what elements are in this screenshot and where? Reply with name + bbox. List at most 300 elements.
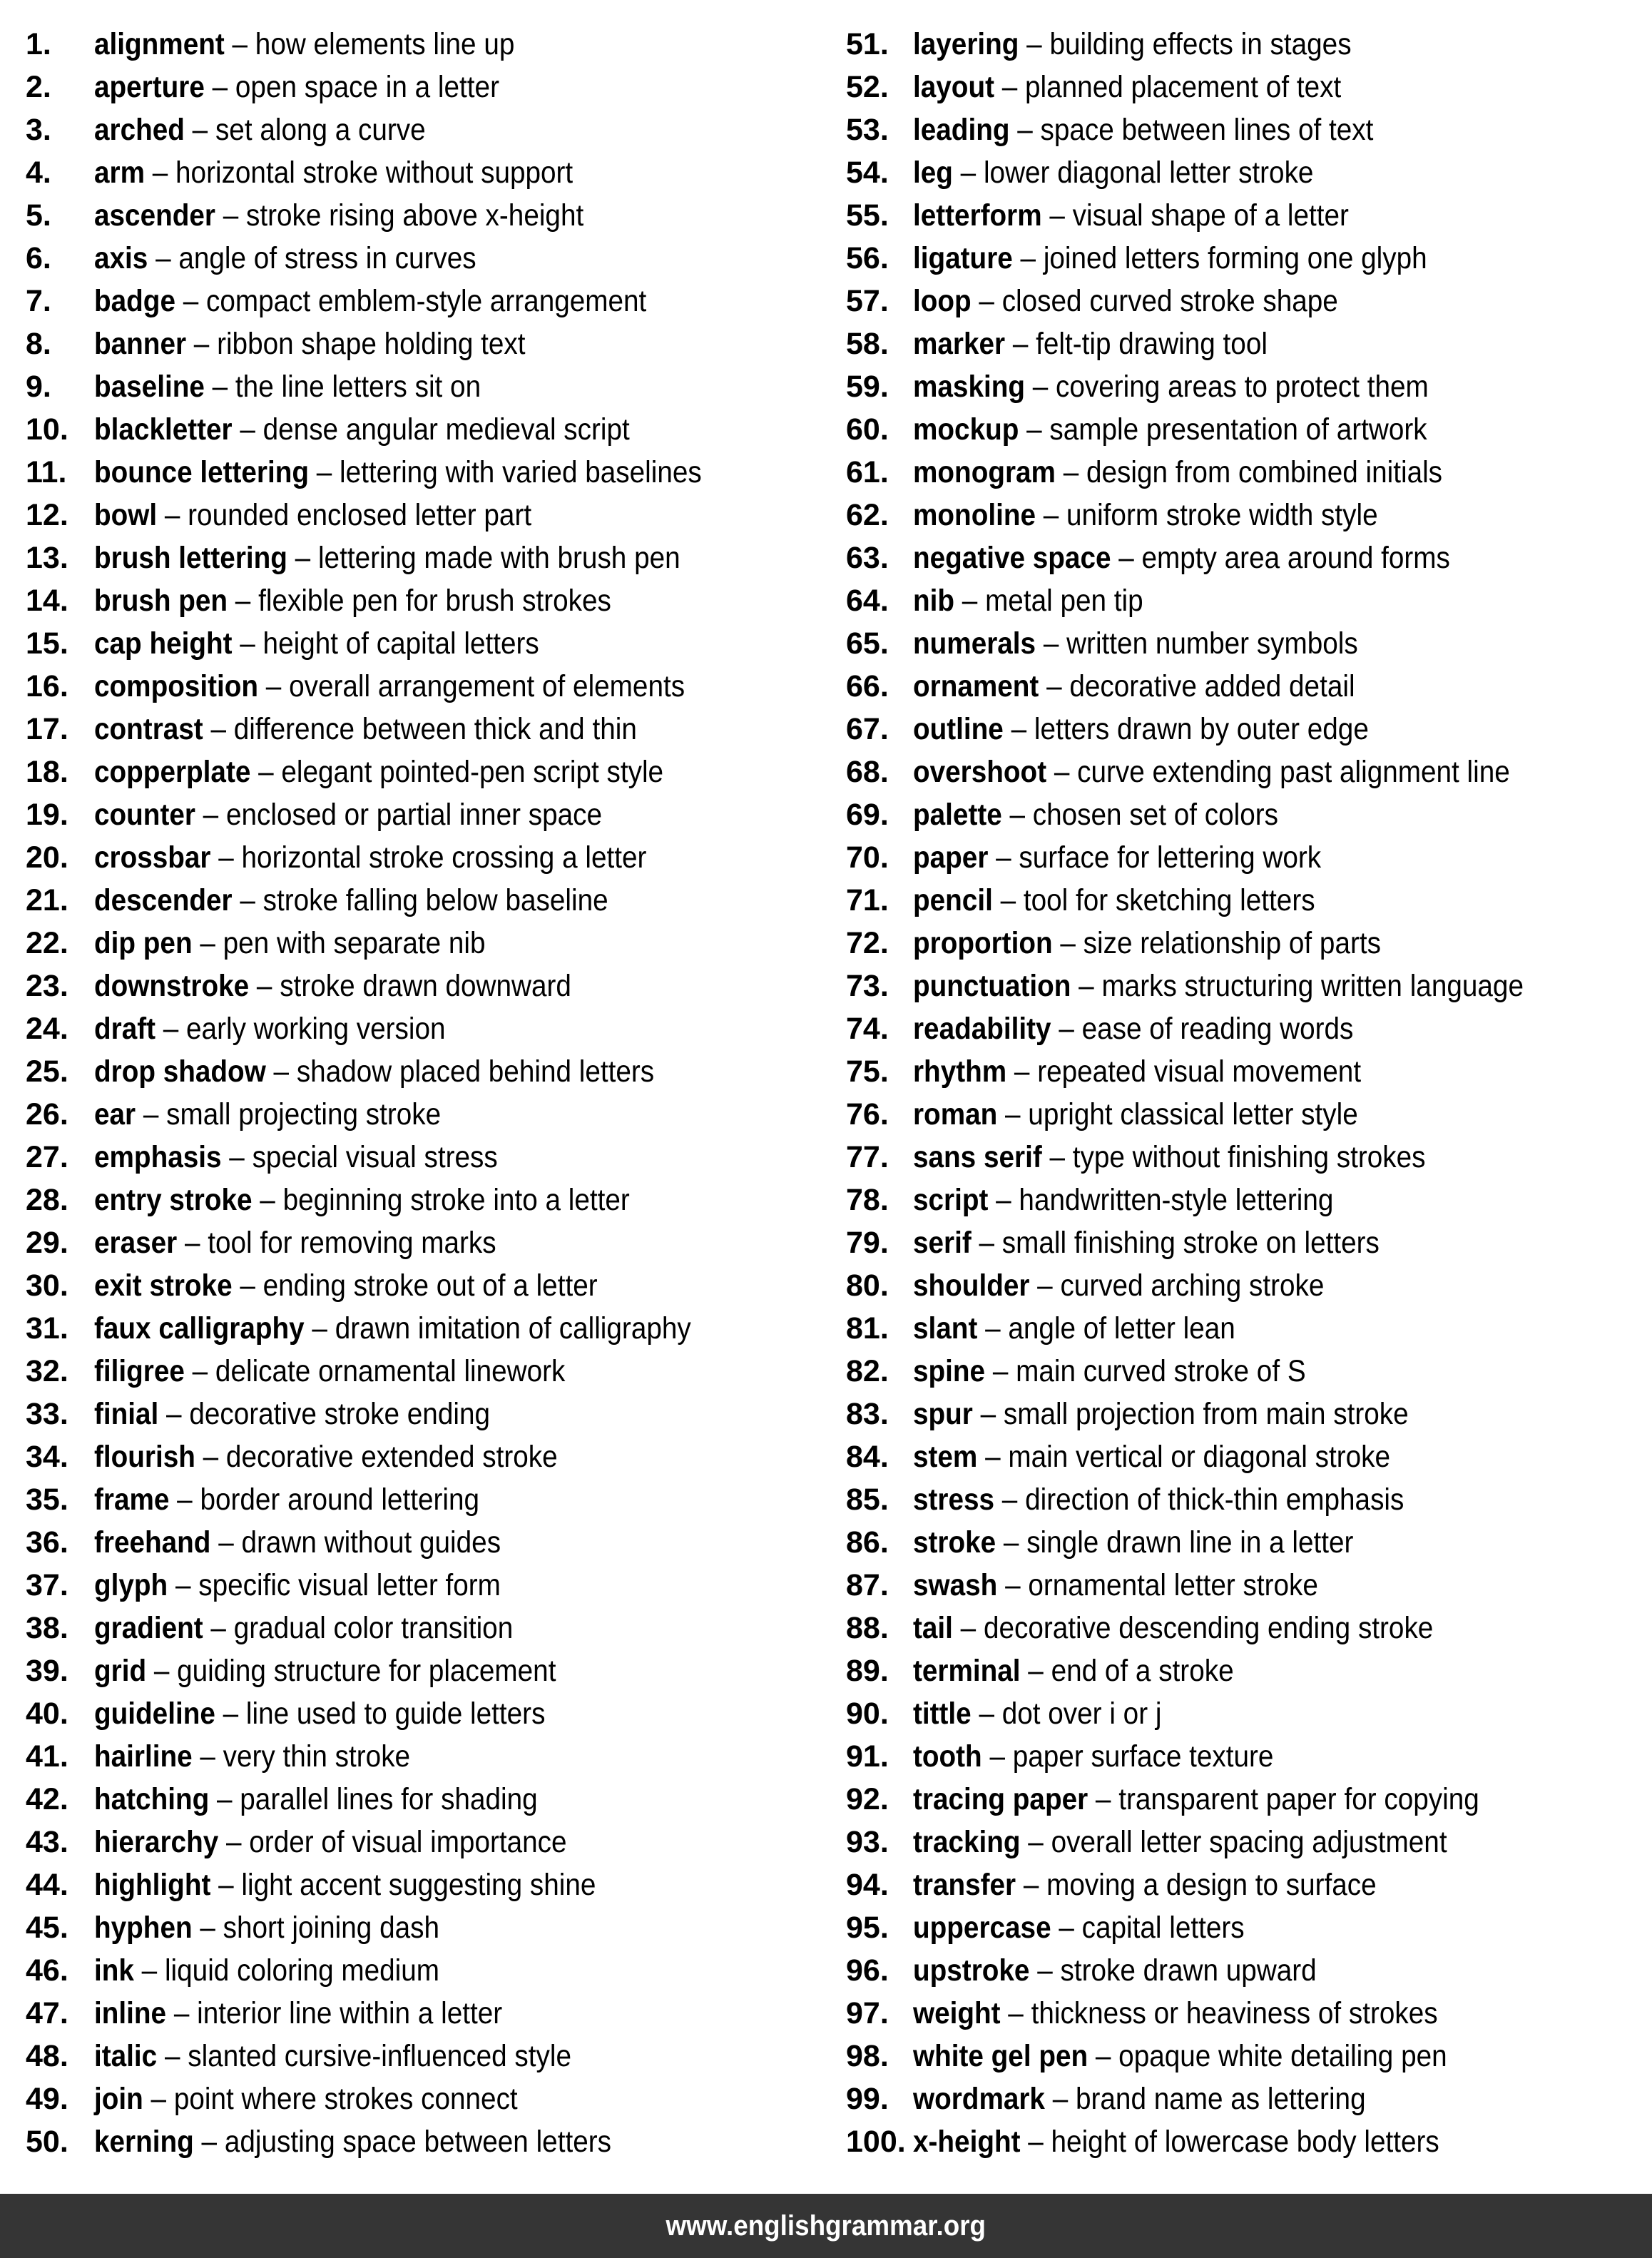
entry-text xyxy=(94,408,630,451)
entry-definition: letters drawn by outer edge xyxy=(1034,712,1369,746)
entry-number: 5. xyxy=(26,198,51,233)
entry-term: grid xyxy=(94,1654,147,1688)
entry-number: 4. xyxy=(26,156,51,190)
entry-term: join xyxy=(94,2082,143,2116)
glossary-entry xyxy=(846,1607,1645,1649)
entry-term: serif xyxy=(913,1226,972,1260)
entry-term: ear xyxy=(94,1097,136,1131)
entry-term: mockup xyxy=(913,412,1019,447)
entry-term: composition xyxy=(94,669,259,703)
glossary-entry xyxy=(846,665,1645,708)
entry-separator: – xyxy=(1019,27,1050,61)
glossary-entry xyxy=(846,1863,1645,1906)
glossary-entry xyxy=(846,922,1645,965)
glossary-entry xyxy=(26,879,825,922)
entry-text xyxy=(913,23,1352,66)
entry-separator: – xyxy=(287,541,318,575)
entry-separator: – xyxy=(996,1525,1027,1560)
entry-number: 28. xyxy=(26,1183,68,1217)
entry-term: loop xyxy=(913,284,972,318)
entry-text xyxy=(913,66,1341,108)
glossary-entry xyxy=(846,536,1645,579)
entry-separator: – xyxy=(1016,1868,1047,1902)
entry-separator: – xyxy=(997,1568,1029,1602)
entry-separator: – xyxy=(136,1097,167,1131)
entry-number: 42. xyxy=(26,1782,68,1816)
entry-separator: – xyxy=(304,1311,335,1346)
entry-term: palette xyxy=(913,798,1002,832)
entry-number: 31. xyxy=(26,1311,68,1346)
entry-separator: – xyxy=(195,1440,226,1474)
entry-text xyxy=(94,1093,441,1136)
entry-text xyxy=(913,622,1358,665)
entry-number: 48. xyxy=(26,2039,68,2073)
entry-number: 100. xyxy=(846,2125,906,2159)
entry-text xyxy=(94,665,685,708)
entry-number: 99. xyxy=(846,2082,889,2116)
entry-number: 41. xyxy=(26,1739,68,1774)
glossary-entry xyxy=(846,1179,1645,1221)
entry-term: faux calligraphy xyxy=(94,1311,305,1346)
entry-separator: – xyxy=(221,1140,253,1174)
entry-text xyxy=(94,365,481,408)
glossary-entry xyxy=(26,579,825,622)
entry-number: 22. xyxy=(26,926,68,960)
entry-separator: – xyxy=(143,2082,174,2116)
entry-text xyxy=(913,151,1313,194)
entry-text xyxy=(94,836,646,879)
entry-text xyxy=(913,1607,1433,1649)
entry-term: tooth xyxy=(913,1739,982,1774)
entry-text xyxy=(94,579,611,622)
entry-separator: – xyxy=(1039,669,1070,703)
entry-number: 56. xyxy=(846,241,889,275)
entry-number: 66. xyxy=(846,669,889,703)
entry-term: hyphen xyxy=(94,1911,193,1945)
glossary-entry xyxy=(846,965,1645,1007)
entry-definition: shadow placed behind letters xyxy=(296,1054,655,1089)
glossary-entry xyxy=(846,237,1645,280)
entry-term: freehand xyxy=(94,1525,211,1560)
entry-definition: written number symbols xyxy=(1066,626,1358,661)
entry-text xyxy=(94,793,602,836)
entry-number: 60. xyxy=(846,412,889,447)
entry-number: 54. xyxy=(846,156,889,190)
glossary-entry xyxy=(26,1992,825,2035)
entry-text xyxy=(913,322,1268,365)
entry-separator: – xyxy=(166,1996,198,2030)
entry-number: 55. xyxy=(846,198,889,233)
entry-separator: – xyxy=(1041,1140,1073,1174)
entry-definition: visual shape of a letter xyxy=(1072,198,1349,233)
entry-separator: – xyxy=(977,1440,1009,1474)
entry-definition: brand name as lettering xyxy=(1075,2082,1366,2116)
entry-term: brush pen xyxy=(94,584,228,618)
entry-number: 26. xyxy=(26,1097,68,1131)
entry-separator: – xyxy=(177,1226,208,1260)
entry-separator: – xyxy=(145,156,176,190)
entry-separator: – xyxy=(1071,969,1102,1003)
entry-text xyxy=(913,494,1378,536)
entry-definition: type without finishing strokes xyxy=(1072,1140,1426,1174)
entry-term: outline xyxy=(913,712,1004,746)
entry-text xyxy=(94,322,526,365)
entry-separator: – xyxy=(232,1268,263,1303)
entry-definition: lettering made with brush pen xyxy=(317,541,680,575)
entry-definition: very thin stroke xyxy=(223,1739,411,1774)
entry-separator: – xyxy=(1035,498,1067,532)
entry-number: 85. xyxy=(846,1483,889,1517)
entry-text xyxy=(94,879,608,922)
entry-text xyxy=(913,579,1143,622)
entry-text xyxy=(913,408,1427,451)
entry-text xyxy=(913,751,1510,793)
entry-separator: – xyxy=(309,455,340,489)
glossary-entry xyxy=(846,1992,1645,2035)
entry-definition: drawn without guides xyxy=(241,1525,501,1560)
entry-term: readability xyxy=(913,1012,1051,1046)
entry-text xyxy=(94,66,499,108)
entry-separator: – xyxy=(157,498,188,532)
entry-separator: – xyxy=(1029,1953,1061,1988)
entry-number: 62. xyxy=(846,498,889,532)
entry-definition: small projection from main stroke xyxy=(1003,1397,1409,1431)
glossary-entry xyxy=(26,1350,825,1393)
entry-separator: – xyxy=(232,626,263,661)
entry-definition: thickness or heaviness of strokes xyxy=(1031,1996,1438,2030)
entry-number: 43. xyxy=(26,1825,68,1859)
entry-text xyxy=(913,1264,1324,1307)
entry-term: flourish xyxy=(94,1440,195,1474)
entry-term: script xyxy=(913,1183,989,1217)
entry-separator: – xyxy=(252,1183,283,1217)
entry-separator: – xyxy=(146,1654,178,1688)
entry-definition: how elements line up xyxy=(255,27,515,61)
entry-number: 36. xyxy=(26,1525,68,1560)
entry-separator: – xyxy=(988,1183,1019,1217)
glossary-entry xyxy=(26,1136,825,1179)
entry-definition: small projecting stroke xyxy=(166,1097,442,1131)
entry-number: 87. xyxy=(846,1568,889,1602)
entry-separator: – xyxy=(1029,1268,1061,1303)
entry-separator: – xyxy=(1000,1996,1031,2030)
entry-term: aperture xyxy=(94,70,205,104)
glossary-entry xyxy=(846,1821,1645,1863)
glossary-entry xyxy=(26,108,825,151)
entry-separator: – xyxy=(988,840,1019,875)
entry-text xyxy=(913,1735,1273,1778)
entry-text xyxy=(913,1649,1234,1692)
entry-definition: set along a curve xyxy=(215,113,426,147)
entry-term: white gel pen xyxy=(913,2039,1088,2073)
entry-number: 75. xyxy=(846,1054,889,1089)
entry-separator: – xyxy=(1001,798,1033,832)
glossary-entry xyxy=(26,622,825,665)
entry-term: banner xyxy=(94,327,187,361)
entry-term: tracking xyxy=(913,1825,1021,1859)
entry-number: 40. xyxy=(26,1697,68,1731)
entry-separator: – xyxy=(981,1739,1013,1774)
glossary-entry xyxy=(846,451,1645,494)
entry-definition: tool for sketching letters xyxy=(1023,883,1315,917)
entry-term: dip pen xyxy=(94,926,193,960)
glossary-entry xyxy=(846,1307,1645,1350)
entry-text xyxy=(913,2120,1439,2163)
glossary-entry xyxy=(846,494,1645,536)
entry-number: 57. xyxy=(846,284,889,318)
entry-number: 6. xyxy=(26,241,51,275)
entry-text xyxy=(94,1350,565,1393)
entry-term: leg xyxy=(913,156,953,190)
entry-separator: – xyxy=(1041,198,1073,233)
entry-text xyxy=(913,2035,1447,2078)
entry-separator: – xyxy=(175,284,207,318)
entry-number: 68. xyxy=(846,755,889,789)
entry-definition: ornamental letter stroke xyxy=(1028,1568,1318,1602)
entry-text xyxy=(94,1906,439,1949)
entry-term: kerning xyxy=(94,2125,194,2159)
entry-term: brush lettering xyxy=(94,541,287,575)
glossary-entry xyxy=(846,1564,1645,1607)
entry-separator: – xyxy=(1046,755,1078,789)
entry-number: 35. xyxy=(26,1483,68,1517)
entry-term: exit stroke xyxy=(94,1268,233,1303)
entry-number: 61. xyxy=(846,455,889,489)
entry-text xyxy=(94,1821,567,1863)
entry-definition: transparent paper for copying xyxy=(1118,1782,1479,1816)
glossary-entry xyxy=(846,1435,1645,1478)
glossary-entry xyxy=(26,280,825,322)
entry-term: stem xyxy=(913,1440,978,1474)
glossary-entry xyxy=(26,151,825,194)
entry-text xyxy=(913,836,1321,879)
entry-text xyxy=(913,1307,1235,1350)
entry-number: 88. xyxy=(846,1611,889,1645)
entry-term: hierarchy xyxy=(94,1825,219,1859)
entry-term: terminal xyxy=(913,1654,1021,1688)
glossary-entry xyxy=(26,1050,825,1093)
entry-separator: – xyxy=(203,1611,234,1645)
entry-definition: ease of reading words xyxy=(1081,1012,1354,1046)
entry-term: frame xyxy=(94,1483,170,1517)
entry-term: eraser xyxy=(94,1226,178,1260)
entry-definition: closed curved stroke shape xyxy=(1001,284,1338,318)
entry-separator: – xyxy=(210,840,242,875)
entry-number: 9. xyxy=(26,370,51,404)
entry-number: 24. xyxy=(26,1012,68,1046)
entry-separator: – xyxy=(209,1782,240,1816)
entry-number: 97. xyxy=(846,1996,889,2030)
entry-separator: – xyxy=(1088,2039,1119,2073)
glossary-entry xyxy=(26,665,825,708)
entry-text xyxy=(94,108,426,151)
entry-term: monogram xyxy=(913,455,1056,489)
glossary-entry xyxy=(26,1179,825,1221)
entry-text xyxy=(94,23,514,66)
entry-separator: – xyxy=(997,1097,1029,1131)
entry-text xyxy=(94,2120,611,2163)
glossary-entry xyxy=(26,1478,825,1521)
entry-definition: repeated visual movement xyxy=(1037,1054,1362,1089)
entry-number: 80. xyxy=(846,1268,889,1303)
entry-separator: – xyxy=(1052,926,1084,960)
entry-number: 89. xyxy=(846,1654,889,1688)
entry-term: glyph xyxy=(94,1568,168,1602)
entry-term: tracing paper xyxy=(913,1782,1088,1816)
entry-number: 25. xyxy=(26,1054,68,1089)
entry-text xyxy=(913,1863,1377,1906)
entry-text xyxy=(913,1521,1353,1564)
entry-number: 98. xyxy=(846,2039,889,2073)
glossary-entry xyxy=(26,836,825,879)
glossary-entry xyxy=(846,1093,1645,1136)
entry-term: ornament xyxy=(913,669,1039,703)
entry-number: 84. xyxy=(846,1440,889,1474)
entry-separator: – xyxy=(169,1483,200,1517)
entry-definition: curve extending past alignment line xyxy=(1077,755,1510,789)
entry-term: finial xyxy=(94,1397,159,1431)
entry-number: 81. xyxy=(846,1311,889,1346)
entry-term: draft xyxy=(94,1012,156,1046)
entry-term: stress xyxy=(913,1483,995,1517)
entry-text xyxy=(913,1564,1318,1607)
entry-term: descender xyxy=(94,883,233,917)
glossary-entry xyxy=(846,2035,1645,2078)
entry-separator: – xyxy=(215,198,246,233)
entry-text xyxy=(94,1435,558,1478)
glossary-entry xyxy=(846,23,1645,66)
glossary-entry xyxy=(26,1949,825,1992)
glossary-entry xyxy=(26,965,825,1007)
entry-text xyxy=(94,1521,501,1564)
entry-number: 37. xyxy=(26,1568,68,1602)
entry-definition: order of visual importance xyxy=(249,1825,567,1859)
entry-term: ligature xyxy=(913,241,1013,275)
entry-term: spur xyxy=(913,1397,973,1431)
entry-term: bowl xyxy=(94,498,158,532)
entry-text xyxy=(913,879,1315,922)
entry-separator: – xyxy=(210,1868,242,1902)
entry-text xyxy=(94,622,539,665)
entry-separator: – xyxy=(218,1825,250,1859)
entry-definition: the line letters sit on xyxy=(235,370,481,404)
entry-term: marker xyxy=(913,327,1006,361)
entry-number: 78. xyxy=(846,1183,889,1217)
entry-definition: main curved stroke of S xyxy=(1016,1354,1306,1388)
entry-definition: decorative added detail xyxy=(1069,669,1355,703)
entry-separator: – xyxy=(215,1697,246,1731)
entry-separator: – xyxy=(155,1012,187,1046)
glossary-entry xyxy=(846,2078,1645,2120)
glossary-entry xyxy=(846,1007,1645,1050)
entry-text xyxy=(94,1393,490,1435)
entry-separator: – xyxy=(1005,327,1036,361)
entry-definition: ribbon shape holding text xyxy=(217,327,526,361)
entry-term: hairline xyxy=(94,1739,193,1774)
entry-separator: – xyxy=(210,1525,242,1560)
glossary-entry xyxy=(26,1435,825,1478)
entry-separator: – xyxy=(1044,2082,1076,2116)
entry-definition: angle of stress in curves xyxy=(178,241,476,275)
glossary-entry xyxy=(26,194,825,237)
entry-text xyxy=(94,1607,513,1649)
entry-text xyxy=(913,665,1355,708)
entry-term: wordmark xyxy=(913,2082,1045,2116)
entry-definition: dot over i or j xyxy=(1001,1697,1162,1731)
entry-text xyxy=(94,1136,498,1179)
entry-number: 17. xyxy=(26,712,68,746)
entry-separator: – xyxy=(228,584,259,618)
glossary-entry xyxy=(846,708,1645,751)
glossary-entry xyxy=(846,365,1645,408)
glossary-entry xyxy=(26,1564,825,1607)
entry-number: 46. xyxy=(26,1953,68,1988)
entry-definition: height of lowercase body letters xyxy=(1051,2125,1439,2159)
glossary-entry xyxy=(26,1863,825,1906)
entry-term: layout xyxy=(913,70,994,104)
entry-separator: – xyxy=(971,1697,1002,1731)
entry-definition: decorative descending ending stroke xyxy=(983,1611,1434,1645)
glossary-entry xyxy=(26,1778,825,1821)
entry-term: badge xyxy=(94,284,175,318)
glossary-entry xyxy=(846,194,1645,237)
entry-separator: – xyxy=(203,712,234,746)
entry-term: masking xyxy=(913,370,1026,404)
entry-definition: enclosed or partial inner space xyxy=(225,798,603,832)
entry-definition: angle of letter lean xyxy=(1008,1311,1235,1346)
glossary-entry xyxy=(846,66,1645,108)
entry-separator: – xyxy=(1006,1054,1038,1089)
entry-separator: – xyxy=(192,926,223,960)
glossary-entry xyxy=(846,108,1645,151)
entry-term: spine xyxy=(913,1354,986,1388)
entry-definition: size relationship of parts xyxy=(1083,926,1381,960)
glossary-entry xyxy=(26,1307,825,1350)
entry-text xyxy=(913,965,1524,1007)
glossary-entry xyxy=(26,237,825,280)
entry-text xyxy=(913,1821,1447,1863)
entry-term: arched xyxy=(94,113,185,147)
entry-text xyxy=(913,1906,1245,1949)
entry-number: 58. xyxy=(846,327,889,361)
entry-separator: – xyxy=(994,1483,1026,1517)
glossary-entry xyxy=(846,280,1645,322)
entry-separator: – xyxy=(265,1054,297,1089)
entry-term: rhythm xyxy=(913,1054,1007,1089)
entry-separator: – xyxy=(971,284,1002,318)
entry-text xyxy=(94,1221,496,1264)
entry-term: punctuation xyxy=(913,969,1071,1003)
entry-number: 19. xyxy=(26,798,68,832)
entry-separator: – xyxy=(1088,1782,1119,1816)
entry-term: proportion xyxy=(913,926,1053,960)
entry-definition: elegant pointed-pen script style xyxy=(281,755,664,789)
entry-separator: – xyxy=(1036,626,1067,661)
entry-term: emphasis xyxy=(94,1140,222,1174)
entry-term: arm xyxy=(94,156,146,190)
entry-text xyxy=(94,280,646,322)
entry-term: guideline xyxy=(94,1697,215,1731)
footer-website-link[interactable]: www.englishgrammar.org xyxy=(666,2209,986,2242)
entry-definition: adjusting space between letters xyxy=(224,2125,611,2159)
entry-text xyxy=(94,751,663,793)
entry-text xyxy=(913,536,1450,579)
entry-definition: overall letter spacing adjustment xyxy=(1051,1825,1447,1859)
entry-text xyxy=(913,451,1442,494)
entry-text xyxy=(94,1949,439,1992)
entry-term: weight xyxy=(913,1996,1001,2030)
entry-text xyxy=(94,536,680,579)
